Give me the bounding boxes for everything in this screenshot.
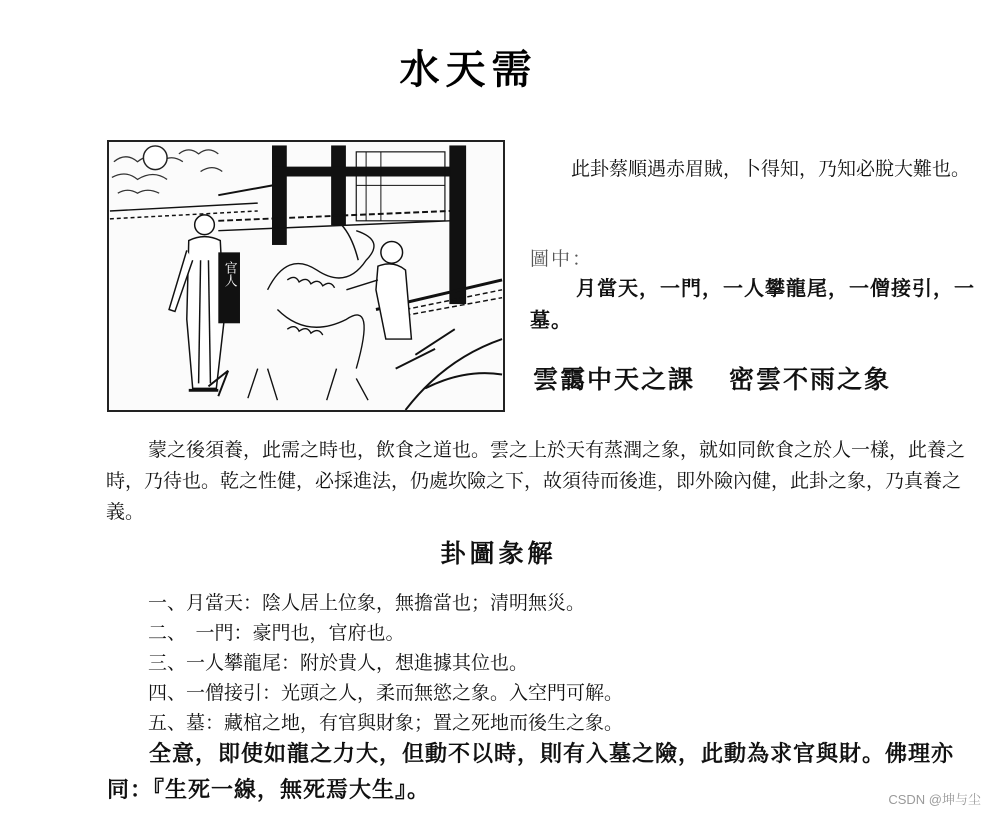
intro-text: 此卦蔡順遇赤眉賊，卜得知，乃知必脫大難也。: [571, 158, 971, 180]
tree-branch: [396, 329, 502, 410]
monk-figure: [169, 215, 224, 390]
watermark: CSDN @坤与尘: [888, 792, 981, 807]
list-item: 三、一人攀龍尾：附於貴人，想進據其位也。: [148, 652, 529, 674]
page-title: 水天需: [399, 46, 538, 93]
moon-icon: [143, 146, 167, 170]
list-item: 四、一僧接引：光頭之人，柔而無慾之象。入空門可解。: [148, 682, 624, 704]
illustration-drawing: [109, 142, 503, 410]
section-title: 卦圖彖解: [440, 539, 557, 568]
interpretation-list: [148, 588, 623, 738]
list-item: 一、月當天：陰人居上位象，無擔當也；清明無災。: [148, 592, 586, 614]
list-item: 二、 一門：豪門也，官府也。: [148, 622, 405, 644]
omen-right: 密雲不雨之象: [729, 365, 892, 394]
house-frame: [110, 146, 502, 315]
list-item: 五、墓：藏棺之地，有官與財象；置之死地而後生之象。: [148, 712, 624, 734]
sign-board-text: 官人: [221, 261, 237, 287]
woodblock-illustration: [107, 140, 505, 412]
figure-description: 月當天，一門，一人攀龍尾，一僧接引，一墓。: [530, 276, 975, 332]
commentary-paragraph: 蒙之後須養，此需之時也，飲食之道也。雲之上於天有蒸潤之象，就如同飲食之於人一樣，此養之時，乃待也。乾之性健，必採進法，仍處坎險之下，故須待而後進，即外險內健，此卦之象，乃真養之義。: [106, 439, 966, 523]
omen-left: 雲靄中天之課: [533, 365, 696, 394]
figure-label: 圖中：: [530, 248, 594, 270]
summary-text: 全意，即使如龍之力大，但動不以時，則有入墓之險，此動為求官與財。佛理亦同：『生死一線，無死焉大生』。: [107, 741, 955, 803]
man-figure: [341, 225, 411, 339]
omen-line: [533, 360, 973, 396]
